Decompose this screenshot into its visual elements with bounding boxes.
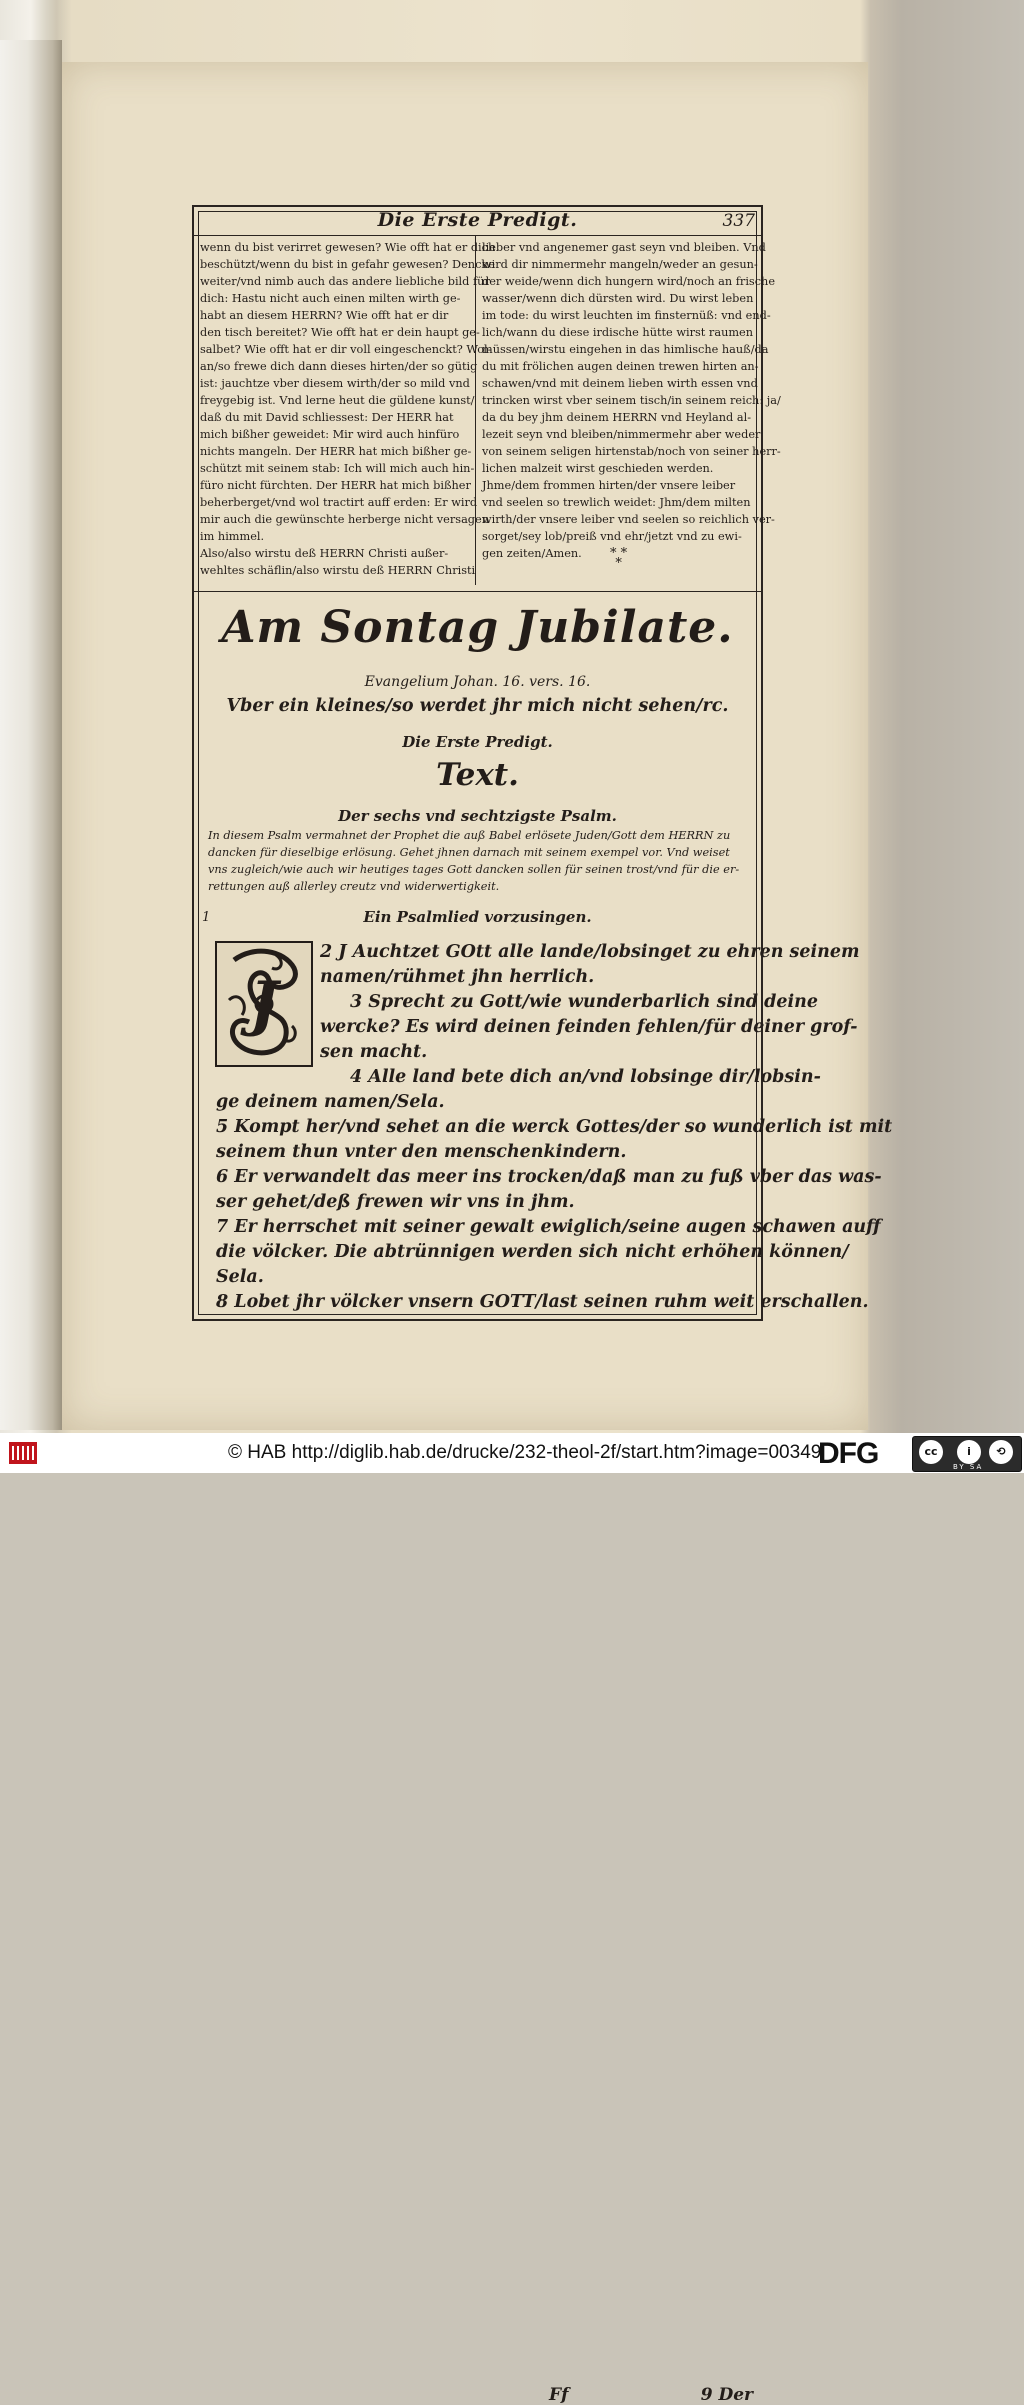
library-logo-icon[interactable]: [8, 1439, 38, 1467]
text-line: trincken wirst vber seinem tisch/in seinem reich: ja/: [482, 394, 781, 407]
facing-page-edge: [0, 40, 62, 1430]
psalm-line: wercke? Es wird deinen feinden fehlen/für deiner grof-: [320, 1017, 858, 1037]
signature-mark: Ff: [549, 2385, 569, 2405]
text-line: dancken für dieselbige erlösung. Gehet jhnen darnach mit seinem exempel vor. Vnd weiset: [208, 846, 730, 859]
psalm-line: 5 Kompt her/vnd sehet an die werck Gottes/der so wunderlich ist mit: [216, 1117, 893, 1137]
psalm-summary: [208, 827, 747, 895]
copyright-link[interactable]: © HAB http://diglib.hab.de/drucke/232-theol-2f/start.htm?image=00349: [228, 1442, 822, 1463]
gospel-reference: Evangelium Johan. 16. vers. 16.: [364, 674, 591, 690]
text-line: gen zeiten/Amen.: [482, 547, 582, 560]
text-line: lieber vnd angenemer gast seyn vnd bleiben. Vnd: [482, 241, 766, 254]
text-line: vns zugleich/wie auch wir heutiges tages Gott dancken sollen für seinen trost/vnd für die er-: [208, 863, 740, 876]
psalm-line: 6 Er verwandelt das meer ins trocken/daß man zu fuß vber das was-: [216, 1167, 882, 1187]
text-line: beschützt/wenn du bist in gefahr gewesen? Dencke: [200, 258, 495, 271]
psalm-line: seinem thun vnter den menschenkindern.: [216, 1142, 627, 1162]
psalm-line: 2 J Auchtzet GOtt alle lande/lobsinget zu ehren seinem: [320, 942, 860, 962]
section-rule: [194, 591, 761, 592]
attribution-icon: i: [957, 1440, 981, 1464]
text-line: nichts mangeln. Der HERR hat mich bißher ge-: [200, 445, 472, 458]
sermon-title: Die Erste Predigt.: [402, 733, 553, 751]
text-line: rettungen auß allerley creutz vnd widerwertigkeit.: [208, 880, 500, 893]
text-line: schawen/vnd mit deinem lieben wirth essen vnd: [482, 377, 758, 390]
text-line: im himmel.: [200, 530, 265, 543]
asterism: * * *: [610, 546, 628, 571]
text-line: schützt mit seinem stab: Ich will mich auch hin-: [200, 462, 475, 475]
text-line: mich bißher geweidet: Mir wird auch hinfüro: [200, 428, 460, 441]
psalm-line: sen macht.: [320, 1042, 428, 1062]
text-line: daß du mit David schliessest: Der HERR hat: [200, 411, 454, 424]
text-line: dich: Hastu nicht auch einen milten wirth ge-: [200, 292, 461, 305]
running-head: Die Erste Predigt.: [377, 209, 578, 231]
psalm-line: 4 Alle land bete dich an/vnd lobsinge dir/lobsin-: [350, 1067, 821, 1087]
psalm-body: [202, 940, 893, 1315]
viewer-footer: [0, 1433, 1024, 1473]
psalm-line: ser gehet/deß frewen wir vns in jhm.: [216, 1192, 575, 1212]
text-line: In diesem Psalm vermahnet der Prophet die auß Babel erlösete Juden/Gott dem HERRN zu: [208, 829, 731, 842]
text-line: lichen malzeit wirst geschieden werden.: [482, 462, 714, 475]
head-rule: [194, 235, 761, 236]
text-line: da du bey jhm deinem HERRN vnd Heyland al-: [482, 411, 752, 424]
text-line: wirth/der vnsere leiber vnd seelen so reichlich ver-: [482, 513, 775, 526]
text-line: füro nicht fürchten. Der HERR hat mich bißher: [200, 479, 471, 492]
text-line: Jhme/dem frommen hirten/der vnsere leiber: [482, 479, 736, 492]
psalm-line: 7 Er herrschet mit seiner gewalt ewiglich/seine augen schawen auff: [216, 1217, 881, 1237]
text-line: im tode: du wirst leuchten im finsternüß: vnd end-: [482, 309, 771, 322]
share-alike-icon: ⟲: [989, 1440, 1013, 1464]
text-line: sorget/sey lob/preiß vnd ehr/jetzt vnd zu ewi-: [482, 530, 742, 543]
dfg-logo[interactable]: DFG: [818, 1437, 879, 1470]
catchword: 9 Der: [700, 2385, 753, 2405]
cc-license-badge[interactable]: [912, 1436, 1022, 1472]
text-line: salbet? Wie offt hat er dir voll eingeschenckt? Wol-: [200, 343, 492, 356]
psalm-line: 8 Lobet jhr völcker vnsern GOTT/last seinen ruhm weit erschallen.: [216, 1292, 869, 1312]
text-line: müssen/wirstu eingehen in das himlische hauß/da: [482, 343, 769, 356]
text-line: wenn du bist verirret gewesen? Wie offt hat er dich: [200, 241, 496, 254]
text-line: lezeit seyn vnd bleiben/nimmermehr aber weder: [482, 428, 761, 441]
section-title: Am Sontag Jubilate.: [221, 602, 734, 653]
cc-license-label: BY SA: [953, 1463, 984, 1471]
text-line: du mit frölichen augen deinen trewen hirten an-: [482, 360, 759, 373]
text-line: habt an diesem HERRN? Wie offt hat er dir: [200, 309, 449, 322]
psalm-line: die völcker. Die abtrünnigen werden sich nicht erhöhen können/: [216, 1242, 849, 1262]
text-line: den tisch bereitet? Wie offt hat er dein haupt ge-: [200, 326, 480, 339]
text-line: weiter/vnd nimb auch das andere liebliche bild für: [200, 275, 490, 288]
verse-number: 1: [202, 910, 211, 925]
psalm-title: Der sechs vnd sechtzigste Psalm.: [338, 807, 617, 825]
verse-one: Ein Psalmlied vorzusingen.: [363, 908, 592, 926]
text-line: wehltes schäflin/also wirstu deß HERRN Christi: [200, 564, 476, 577]
text-line: mir auch die gewünschte herberge nicht versagen: [200, 513, 489, 526]
text-line: lich/wann du diese irdische hütte wirst raumen: [482, 326, 754, 339]
psalm-line: ge deinem namen/Sela.: [216, 1092, 445, 1112]
text-line: wird dir nimmermehr mangeln/weder an gesun-: [482, 258, 758, 271]
svg-text:J: J: [249, 969, 279, 1039]
text-line: vnd seelen so trewlich weidet: Jhm/dem milten: [482, 496, 751, 509]
text-line: von seinem seligen hirtenstab/noch von seiner herr-: [482, 445, 781, 458]
text-line: der weide/wenn dich hungern wird/noch an frische: [482, 275, 776, 288]
text-line: ist: jauchtze vber diesem wirth/der so mild vnd: [200, 377, 470, 390]
text-line: freygebig ist. Vnd lerne heut die güldene kunst/: [200, 394, 475, 407]
psalm-line: namen/rühmet jhn herrlich.: [320, 967, 595, 987]
text-line: wasser/wenn dich dürsten wird. Du wirst leben: [482, 292, 754, 305]
cc-icon: cc: [919, 1440, 943, 1464]
psalm-line: 3 Sprecht zu Gott/wie wunderbarlich sind deine: [350, 992, 819, 1012]
page-number: 337: [722, 211, 755, 231]
text-line: beherberget/vnd wol tractirt auff erden: Er wird: [200, 496, 478, 509]
gospel-text: Vber ein kleines/so werdet jhr mich nicht sehen/rc.: [226, 696, 729, 716]
text-line: an/so frewe dich dann dieses hirten/der so gütig: [200, 360, 478, 373]
left-column: [200, 239, 496, 579]
psalm-line: Sela.: [216, 1267, 264, 1287]
text-line: Also/also wirstu deß HERRN Christi außer-: [200, 547, 449, 560]
text-heading: Text.: [436, 757, 519, 793]
right-column: [482, 239, 781, 562]
